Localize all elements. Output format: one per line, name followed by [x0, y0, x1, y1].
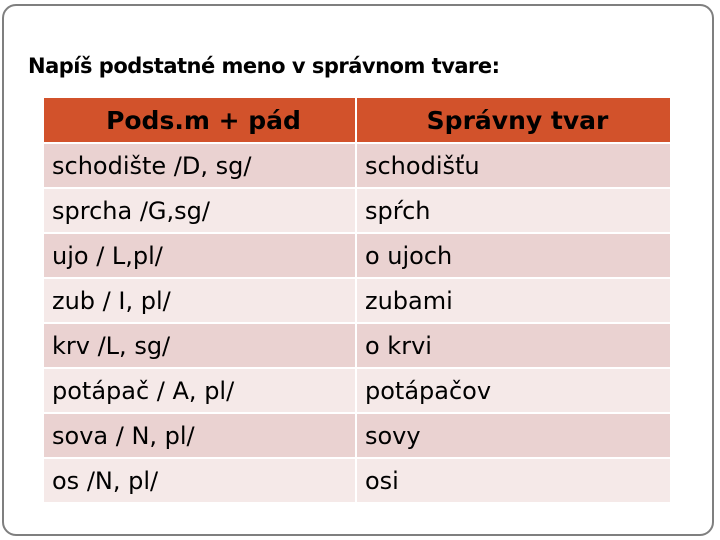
slide-title: Napíš podstatné meno v správnom tvare:	[28, 54, 500, 78]
slide-frame	[2, 4, 714, 536]
noun-case-cell: sprcha /G,sg/	[44, 189, 355, 232]
header-correct-form: Správny tvar	[357, 98, 670, 142]
noun-case-cell: os /N, pl/	[44, 459, 355, 502]
header-noun-case: Pods.m + pád	[44, 98, 355, 142]
table-row	[44, 234, 670, 277]
correct-form-cell: spŕch	[357, 189, 670, 232]
correct-form-cell: sovy	[357, 414, 670, 457]
correct-form-cell: o ujoch	[357, 234, 670, 277]
table-row	[44, 279, 670, 322]
table-row	[44, 414, 670, 457]
table-body	[44, 144, 670, 502]
noun-case-cell: potápač / A, pl/	[44, 369, 355, 412]
table-header-row	[44, 98, 670, 142]
correct-form-cell: potápačov	[357, 369, 670, 412]
correct-form-cell: schodišťu	[357, 144, 670, 187]
noun-case-cell: zub / I, pl/	[44, 279, 355, 322]
noun-case-cell: krv /L, sg/	[44, 324, 355, 367]
noun-case-cell: ujo / L,pl/	[44, 234, 355, 277]
correct-form-cell: o krvi	[357, 324, 670, 367]
noun-forms-table	[42, 96, 672, 504]
table-row	[44, 324, 670, 367]
correct-form-cell: osi	[357, 459, 670, 502]
table-row	[44, 189, 670, 232]
table-row	[44, 144, 670, 187]
correct-form-cell: zubami	[357, 279, 670, 322]
table-row	[44, 459, 670, 502]
table-row	[44, 369, 670, 412]
noun-case-cell: schodište /D, sg/	[44, 144, 355, 187]
noun-case-cell: sova / N, pl/	[44, 414, 355, 457]
